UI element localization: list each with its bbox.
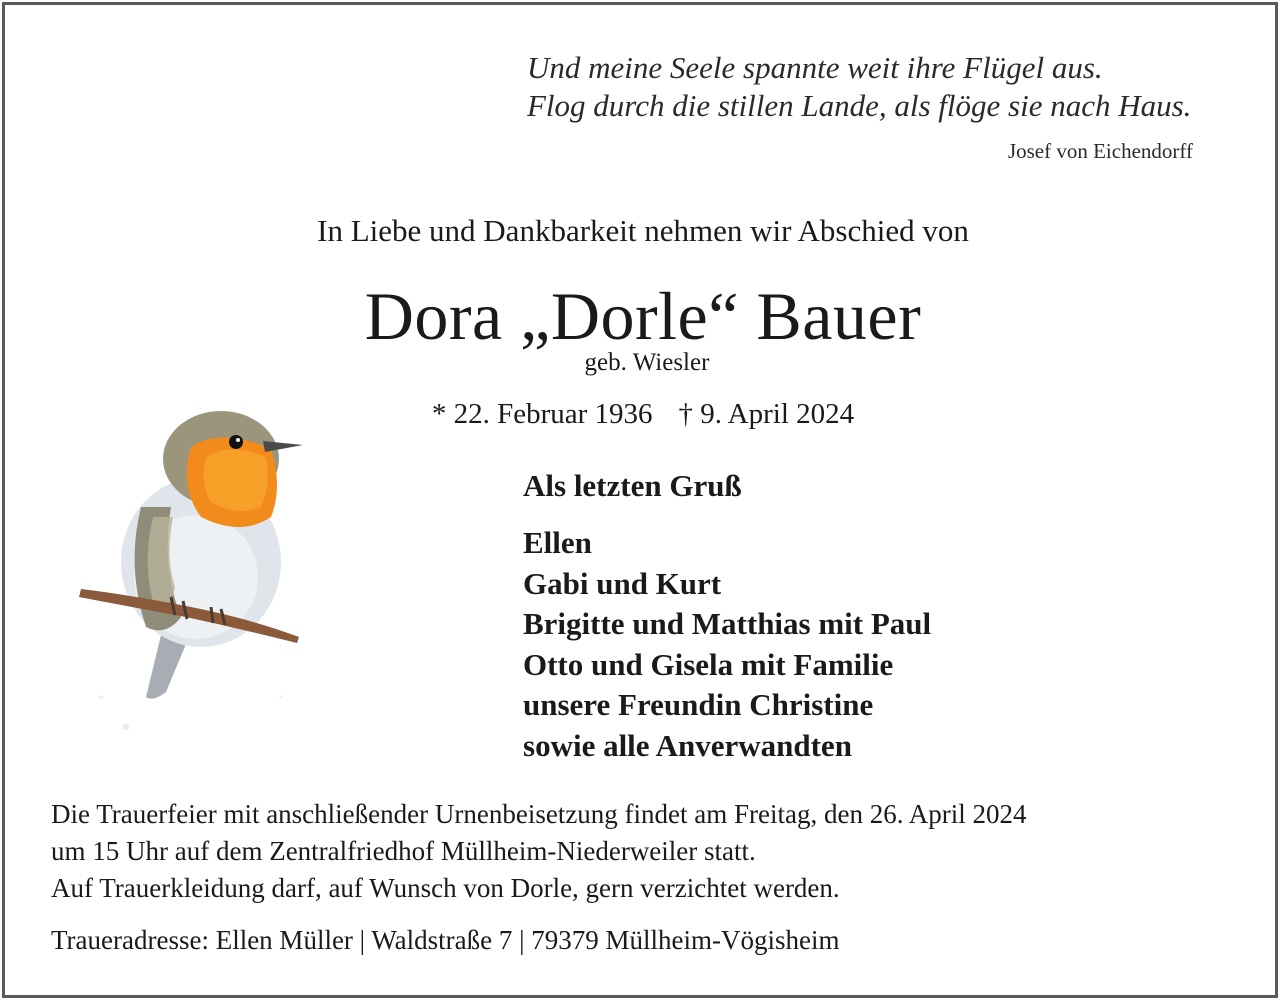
mourning-address: Traueradresse: Ellen Müller | Waldstraße 7 | 79379 Müllheim-Vögisheim [51,925,840,955]
poem-quote [527,49,1191,125]
service-line: um 15 Uhr auf dem Zentralfriedhof Müllheim-Niederweiler statt. [51,836,756,866]
death-date: † 9. April 2024 [678,398,855,430]
mourner-name: unsere Freundin Christine [523,687,874,722]
poem-line: Flog durch die stillen Lande, als flöge sie nach Haus. [527,88,1192,123]
mourner-name: sowie alle Anverwandten [523,727,852,763]
service-line: Die Trauerfeier mit anschließender Urnenbeisetzung findet am Freitag, den 26. April 2024 [51,799,1027,829]
service-info [51,796,1026,907]
maiden-name: geb. Wiesler [584,349,710,376]
mourner-name: Brigitte und Matthias mit Paul [523,606,932,641]
service-line: Auf Trauerkleidung darf, auf Wunsch von Dorle, gern verzichtet werden. [51,873,840,903]
birth-date: * 22. Februar 1936 [431,398,653,430]
mourner-name: Gabi und Kurt [523,565,722,601]
greeting: Als letzten Gruß [523,468,742,503]
obituary-notice [2,2,1278,998]
intro-text: In Liebe und Dankbarkeit nehmen wir Abschied von [317,213,969,248]
mourner-name: Ellen [523,525,592,560]
robin-bird-watercolor-icon [71,397,311,737]
poem-author: Josef von Eichendorff [1007,139,1193,163]
poem-line: Und meine Seele spannte weit ihre Flügel aus. [527,50,1103,85]
mourner-name: Otto und Gisela mit Familie [523,646,894,682]
mourners-list [523,523,931,766]
deceased-name: Dora „Dorle“ Bauer [364,278,922,354]
